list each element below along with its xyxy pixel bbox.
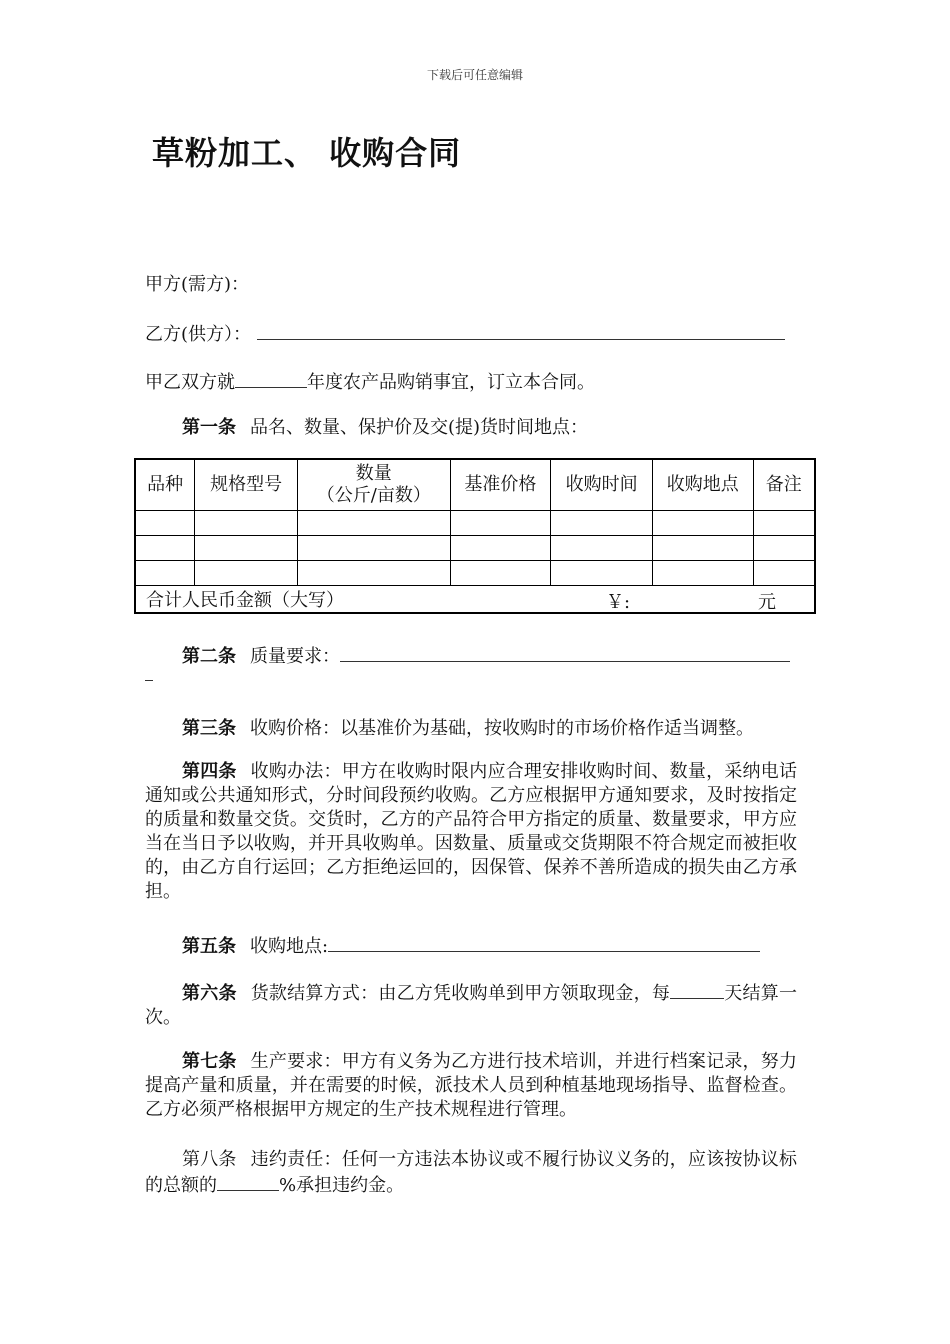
party-b-label: 乙方(供方）：	[145, 324, 252, 345]
article-6-text-after: 天结算一次。	[145, 983, 798, 1028]
col-header-spec: 规格型号	[195, 459, 298, 511]
party-b-blank[interactable]	[257, 321, 785, 340]
table-cell[interactable]	[551, 536, 653, 561]
total-label: 合计人民币金额（大写）	[146, 590, 344, 611]
article-2-head: 第二条	[182, 646, 236, 667]
document-title: 草粉加工、 收购合同	[152, 134, 462, 172]
article-3-text: 收购价格：以基准价为基础，按收购时的市场价格作适当调整。	[250, 718, 754, 739]
article-3-head: 第三条	[182, 718, 236, 739]
table-total-row	[135, 586, 815, 614]
yuan-label: 元	[758, 592, 776, 613]
article-1-text: 品名、数量、保护价及交(提)货时间地点：	[250, 417, 589, 438]
intro-prefix: 甲乙双方就	[145, 372, 235, 393]
article-6-text-before: 货款结算方式：由乙方凭收购单到甲方领取现金，每	[250, 983, 671, 1004]
table-cell[interactable]	[298, 561, 451, 586]
table-cell[interactable]	[753, 511, 815, 536]
article-7	[145, 1050, 797, 1122]
quantity-unit: （公斤/亩数）	[316, 485, 431, 506]
col-header-variety: 品种	[135, 459, 195, 511]
article-5	[182, 932, 760, 958]
article-8-text-before: 违约责任：任何一方违法本协议或不履行协议义务的，应该按协议标的总额的	[145, 1149, 797, 1196]
col-header-purchase-place: 收购地点	[652, 459, 753, 511]
days-blank[interactable]	[670, 980, 724, 999]
article-7-text: 生产要求：甲方有义务为乙方进行技术培训，并进行档案记录，努力提高产量和质量，并在需要的时候，派技术人员到种植基地现场指导、监督检查。乙方必须严格根据甲方规定的生产技术规程进行管理。	[145, 1051, 797, 1120]
header-note: 下载后可任意编辑	[426, 68, 523, 82]
col-header-remarks: 备注	[753, 459, 815, 511]
table-cell[interactable]	[753, 536, 815, 561]
article-1	[182, 413, 588, 439]
table-cell[interactable]	[298, 511, 451, 536]
penalty-percent-blank[interactable]	[217, 1172, 279, 1191]
article-4-text: 收购办法：甲方在收购时限内应合理安排收购时间、数量，采纳电话通知或公共通知形式，分时间段预约收购。乙方应根据甲方通知要求，及时按指定的质量和数量交货。交货时，乙方的产品符合甲方指定的质量、数量要求，甲方应当在当日予以收购，并开具收购单。因数量、质量或交货期限不符合规定而被拒收的，由乙方自行运回；乙方拒绝运回的，因保管、保养不善所造成的损失由乙方承担。	[145, 761, 797, 902]
article-1-head: 第一条	[182, 417, 236, 438]
col-header-purchase-time: 收购时间	[551, 459, 653, 511]
article-6	[145, 980, 797, 1030]
article-4-head: 第四条	[182, 761, 237, 782]
currency-symbol: ￥:	[606, 592, 631, 613]
table-cell[interactable]	[135, 561, 195, 586]
place-blank[interactable]	[328, 933, 760, 952]
article-3	[182, 714, 754, 740]
article-8-head: 第八条	[182, 1149, 237, 1170]
table-header-row	[135, 459, 815, 511]
table-cell[interactable]	[450, 511, 551, 536]
article-2-text: 质量要求：	[250, 646, 340, 667]
article-8-text-after: %承担违约金。	[279, 1175, 405, 1196]
goods-table	[134, 458, 816, 614]
article-6-head: 第六条	[182, 983, 237, 1004]
quality-blank[interactable]	[340, 643, 790, 662]
col-header-base-price: 基准价格	[450, 459, 551, 511]
table-row	[135, 536, 815, 561]
table-row	[135, 511, 815, 536]
table-cell[interactable]	[195, 511, 298, 536]
article-5-head: 第五条	[182, 936, 236, 957]
intro-line	[145, 368, 595, 394]
col-header-quantity	[298, 459, 451, 511]
table-row	[135, 561, 815, 586]
table-cell[interactable]	[298, 536, 451, 561]
article-5-text: 收购地点:	[250, 936, 329, 957]
table-cell[interactable]	[652, 536, 753, 561]
table-cell[interactable]	[195, 561, 298, 586]
table-cell[interactable]	[652, 561, 753, 586]
table-cell[interactable]	[135, 511, 195, 536]
party-a-label: 甲方(需方)：	[145, 274, 250, 295]
table-cell[interactable]	[450, 536, 551, 561]
article-4	[145, 760, 797, 904]
quality-blank-continuation	[145, 680, 153, 681]
article-7-head: 第七条	[182, 1051, 237, 1072]
article-2	[182, 642, 790, 668]
table-cell[interactable]	[652, 511, 753, 536]
table-cell[interactable]	[135, 536, 195, 561]
article-8	[145, 1148, 797, 1198]
table-cell[interactable]	[195, 536, 298, 561]
table-cell[interactable]	[551, 561, 653, 586]
party-a-line	[145, 270, 249, 296]
intro-suffix: 年度农产品购销事宜，订立本合同。	[307, 372, 595, 393]
total-cell[interactable]	[135, 586, 815, 614]
party-b-line	[145, 320, 785, 346]
year-blank[interactable]	[235, 369, 307, 388]
table-cell[interactable]	[753, 561, 815, 586]
table-cell[interactable]	[450, 561, 551, 586]
table-cell[interactable]	[551, 511, 653, 536]
quantity-label: 数量	[355, 463, 392, 484]
